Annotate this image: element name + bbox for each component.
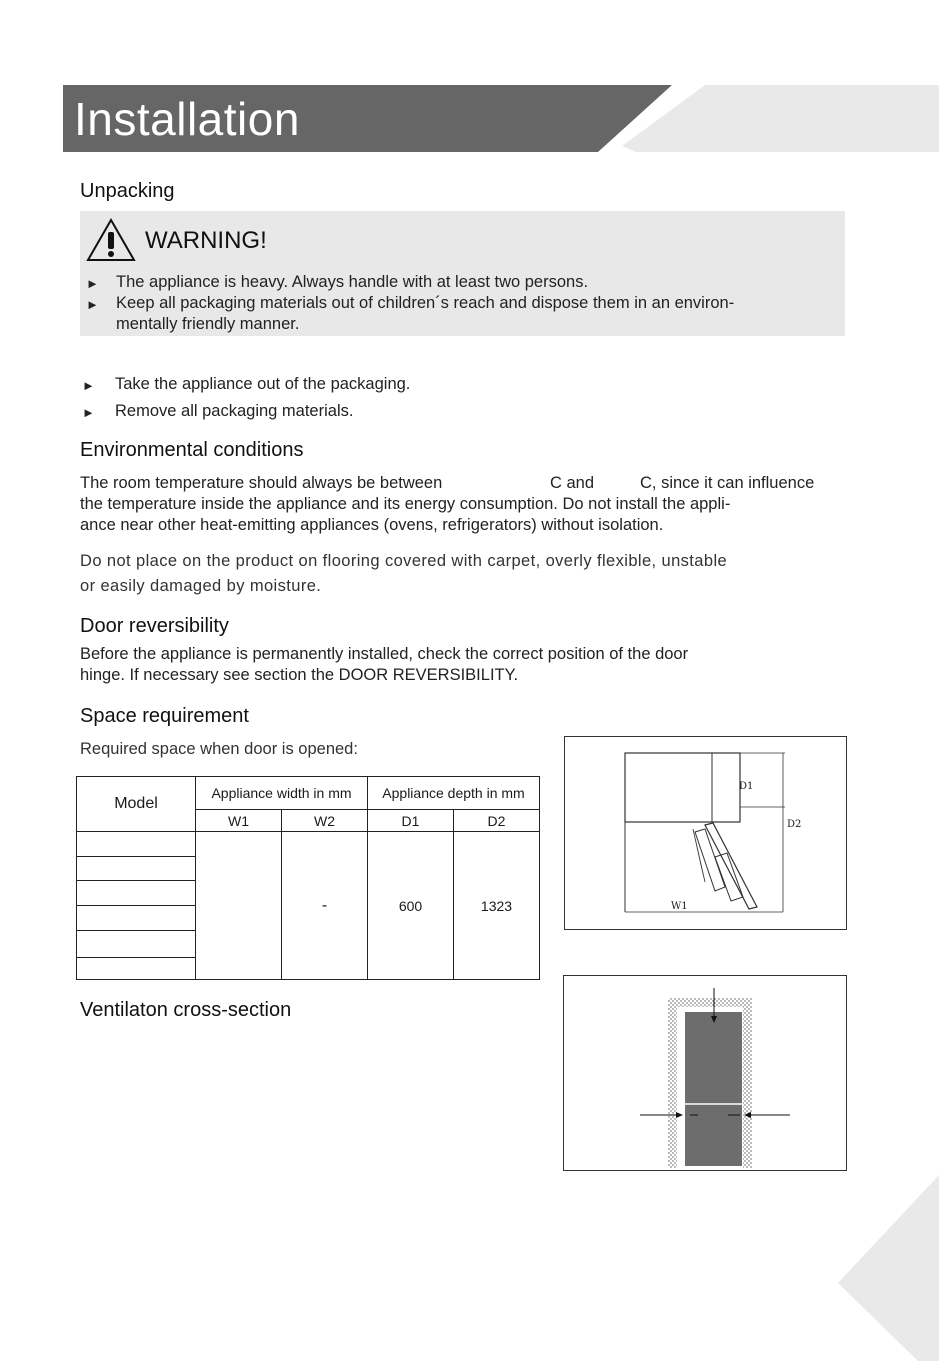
door-opening-diagram bbox=[564, 736, 847, 930]
environment-heading: Environmental conditions bbox=[80, 439, 304, 461]
depth-header: Appliance depth in mm bbox=[368, 777, 540, 810]
w2-cell: - bbox=[282, 832, 368, 980]
warning-item: The appliance is heavy. Always handle with at least two persons. bbox=[116, 273, 589, 291]
environment-note: or easily damaged by moisture. bbox=[80, 577, 322, 595]
corner-decoration bbox=[820, 1175, 939, 1361]
unpacking-step: Take the appliance out of the packaging. bbox=[115, 375, 411, 393]
ventilation-heading: Ventilaton cross-section bbox=[80, 999, 292, 1021]
door-heading: Door reversibility bbox=[80, 615, 229, 637]
model-cell bbox=[77, 881, 196, 906]
space-heading: Space requirement bbox=[80, 705, 249, 727]
bullet-icon: ► bbox=[86, 297, 99, 312]
warning-item: Keep all packaging materials out of children´s reach and dispose them in an environ- bbox=[116, 294, 735, 312]
d1-cell: 600 bbox=[368, 832, 454, 980]
warning-icon bbox=[84, 216, 138, 264]
unpacking-step: Remove all packaging materials. bbox=[115, 402, 354, 420]
environment-text: The room temperature should always be between bbox=[80, 474, 443, 492]
door-opening-drawing bbox=[565, 737, 846, 929]
d2-header: D2 bbox=[454, 810, 540, 832]
environment-text: the temperature inside the appliance and its energy consumption. Do not install the appli- bbox=[80, 495, 731, 513]
w2-header: W2 bbox=[282, 810, 368, 832]
warning-title: WARNING! bbox=[145, 227, 267, 254]
space-table bbox=[76, 776, 540, 980]
model-header: Model bbox=[77, 777, 196, 832]
environment-text: ance near other heat-emitting appliances (ovens, refrigerators) without isolation. bbox=[80, 516, 664, 534]
door-text: Before the appliance is permanently installed, check the correct position of the door bbox=[80, 645, 689, 663]
w1-header: W1 bbox=[196, 810, 282, 832]
w1-cell bbox=[196, 832, 282, 980]
space-subheading: Required space when door is opened: bbox=[80, 740, 358, 758]
page-title: Installation bbox=[74, 93, 300, 145]
model-cell bbox=[77, 906, 196, 931]
bullet-icon: ► bbox=[86, 276, 99, 291]
model-cell bbox=[77, 857, 196, 881]
d2-label: D2 bbox=[787, 819, 802, 830]
door-text: hinge. If necessary see section the DOOR REVERSIBILITY. bbox=[80, 666, 519, 684]
ventilation-diagram bbox=[563, 975, 847, 1171]
ventilation-drawing bbox=[564, 976, 846, 1170]
d2-cell: 1323 bbox=[454, 832, 540, 980]
warning-item: mentally friendly manner. bbox=[116, 315, 300, 333]
d1-header: D1 bbox=[368, 810, 454, 832]
environment-note: Do not place on the product on flooring covered with carpet, overly flexible, unstable bbox=[80, 552, 728, 570]
environment-text: C and bbox=[550, 474, 595, 492]
environment-text: C, since it can influence bbox=[640, 474, 815, 492]
w1-label: W1 bbox=[671, 901, 688, 912]
bullet-icon: ► bbox=[82, 405, 95, 420]
d1-label: D1 bbox=[739, 781, 754, 792]
model-cell bbox=[77, 958, 196, 980]
model-cell bbox=[77, 931, 196, 958]
model-cell bbox=[77, 832, 196, 857]
width-header: Appliance width in mm bbox=[196, 777, 368, 810]
bullet-icon: ► bbox=[82, 378, 95, 393]
unpacking-heading: Unpacking bbox=[80, 180, 175, 202]
